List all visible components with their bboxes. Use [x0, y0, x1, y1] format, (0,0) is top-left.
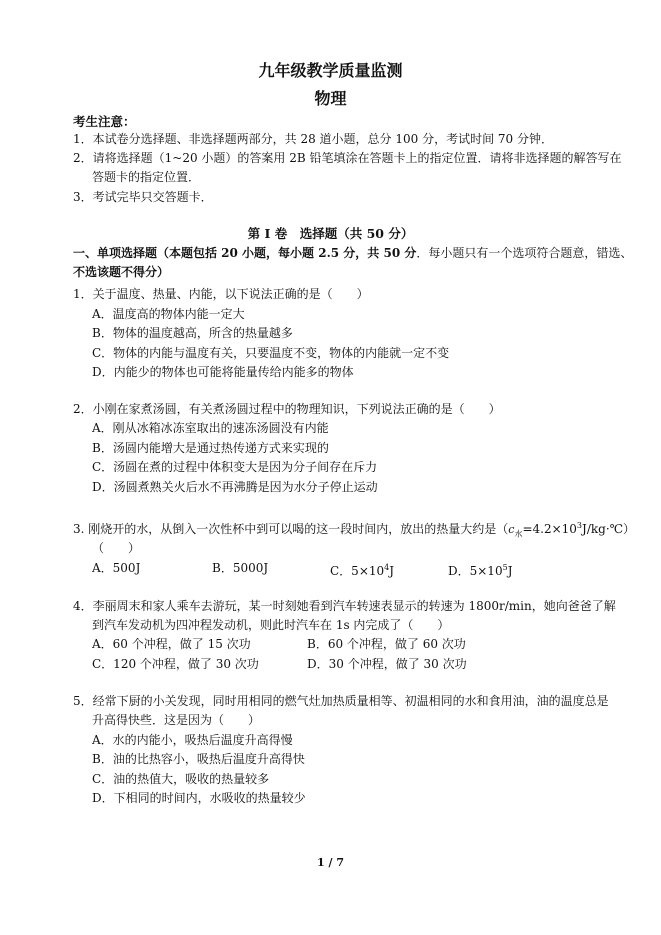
notice-item-2-text: 请将选择题（1~20 小题）的答案用 2B 铅笔填涂在答题卡上的指定位置．请将非选择题的解答写在 — [92, 151, 622, 165]
question-4-stem: 4．李丽周末和家人乘车去游玩，某一时刻她看到汽车转速表显示的转速为 1800r/min，她向爸爸了解 — [73, 599, 616, 613]
notice-item-1-text: 本试卷分选择题、非选择题两部分，共 28 道小题，总分 100 分，考试时间 70 分钟． — [92, 132, 553, 146]
part1-heading-line2: 不选该题不得分） — [73, 265, 170, 279]
question-1-option-a: A．温度高的物体内能一定大 — [92, 307, 245, 321]
question-3-option-c-post: J — [389, 564, 395, 578]
page-number: 1 / 7 — [317, 856, 344, 869]
question-3-option-b: B．5000J — [212, 561, 269, 575]
question-5-option-d: D．下相同的时间内，水吸收的热量较少 — [92, 791, 306, 805]
question-3-paren: （ ） — [92, 541, 141, 555]
question-3-option-d — [448, 560, 513, 579]
question-4-option-b: B．60 个冲程，做了 60 次功 — [307, 637, 466, 651]
notice-heading: 考生注意： — [73, 114, 136, 129]
question-5-option-c: C．油的热值大，吸收的热量较多 — [92, 772, 270, 786]
section-title: 第 I 卷 选择题（共 50 分） — [247, 226, 414, 241]
notice-item-3 — [73, 189, 213, 205]
question-5-stem: 5．经常下厨的小关发现，同时用相同的燃气灶加热质量相等、初温相同的水和食用油，油的温度总是 — [73, 694, 609, 708]
question-5-stem-cont: 升高得快些．这是因为（ ） — [92, 713, 261, 727]
question-2-option-a: A．刚从冰箱冰冻室取出的速冻汤圆没有内能 — [92, 421, 329, 435]
question-3-stem-text: 3. 刚烧开的水，从倒入一次性杯中到可以喝的这一段时间内，放出的热量大约是（ — [73, 522, 509, 536]
question-2-stem: 2．小刚在家煮汤圆，有关煮汤圆过程中的物理知识，下列说法正确的是（ ） — [73, 402, 501, 416]
question-3-option-c-pre: C．5×10 — [330, 564, 385, 578]
part1-heading — [73, 245, 632, 261]
notice-item-2 — [73, 150, 622, 166]
question-4-option-d: D．30 个冲程，做了 30 次功 — [307, 657, 467, 671]
specific-heat-subscript: 水 — [514, 529, 523, 539]
notice-item-3-text: 考试完毕只交答题卡． — [92, 190, 213, 204]
question-2-option-b: B．汤圆内能增大是通过热传递方式来实现的 — [92, 441, 329, 455]
notice-item-3-num: 3． — [73, 190, 93, 204]
notice-item-1 — [73, 131, 553, 147]
specific-heat-unit: J/kg·℃） — [582, 522, 636, 536]
question-3-option-a: A．500J — [92, 561, 141, 575]
question-4-option-a: A．60 个冲程，做了 15 次功 — [92, 637, 251, 651]
exam-title: 九年级教学质量监测 — [258, 61, 403, 80]
notice-item-2-num: 2． — [73, 151, 93, 165]
question-3-stem — [73, 518, 635, 542]
part1-heading-rest: ．每小题只有一个选项符合题意，错选、 — [416, 246, 633, 260]
subject-title: 物理 — [314, 89, 347, 108]
question-1-option-c: C．物体的内能与温度有关，只要温度不变，物体的内能就一定不变 — [92, 346, 450, 360]
notice-item-2-cont: 答题卡的指定位置． — [92, 170, 201, 184]
specific-heat-value: =4.2×10 — [522, 522, 577, 536]
question-3-option-d-post: J — [507, 564, 513, 578]
part1-heading-bold: 一、单项选择题（本题包括 20 小题，每小题 2.5 分，共 50 分 — [73, 246, 417, 260]
question-3-option-c — [330, 560, 394, 579]
question-4-option-c: C．120 个冲程，做了 30 次功 — [92, 657, 259, 671]
question-1-option-b: B．物体的温度越高，所含的热量越多 — [92, 326, 293, 340]
question-3-option-d-exp: 5 — [502, 563, 508, 572]
question-3-option-c-exp: 4 — [384, 563, 390, 572]
specific-heat-symbol: c — [508, 523, 515, 536]
question-5-option-b: B．油的比热容小，吸热后温度升高得快 — [92, 752, 305, 766]
specific-heat-exponent: 3 — [576, 521, 583, 530]
question-3-option-d-pre: D．5×10 — [448, 564, 503, 578]
notice-item-1-num: 1． — [73, 132, 93, 146]
question-1-option-d: D．内能少的物体也可能将能量传给内能多的物体 — [92, 365, 354, 379]
question-4-stem-cont: 到汽车发动机为四冲程发动机，则此时汽车在 1s 内完成了（ ） — [92, 618, 450, 632]
question-5-option-a: A．水的内能小，吸热后温度升高得慢 — [92, 733, 293, 747]
question-2-option-d: D．汤圆煮熟关火后水不再沸腾是因为水分子停止运动 — [92, 480, 378, 494]
question-2-option-c: C．汤圆在煮的过程中体积变大是因为分子间存在斥力 — [92, 460, 378, 474]
question-1-stem: 1．关于温度、热量、内能，以下说法正确的是（ ） — [73, 287, 369, 301]
